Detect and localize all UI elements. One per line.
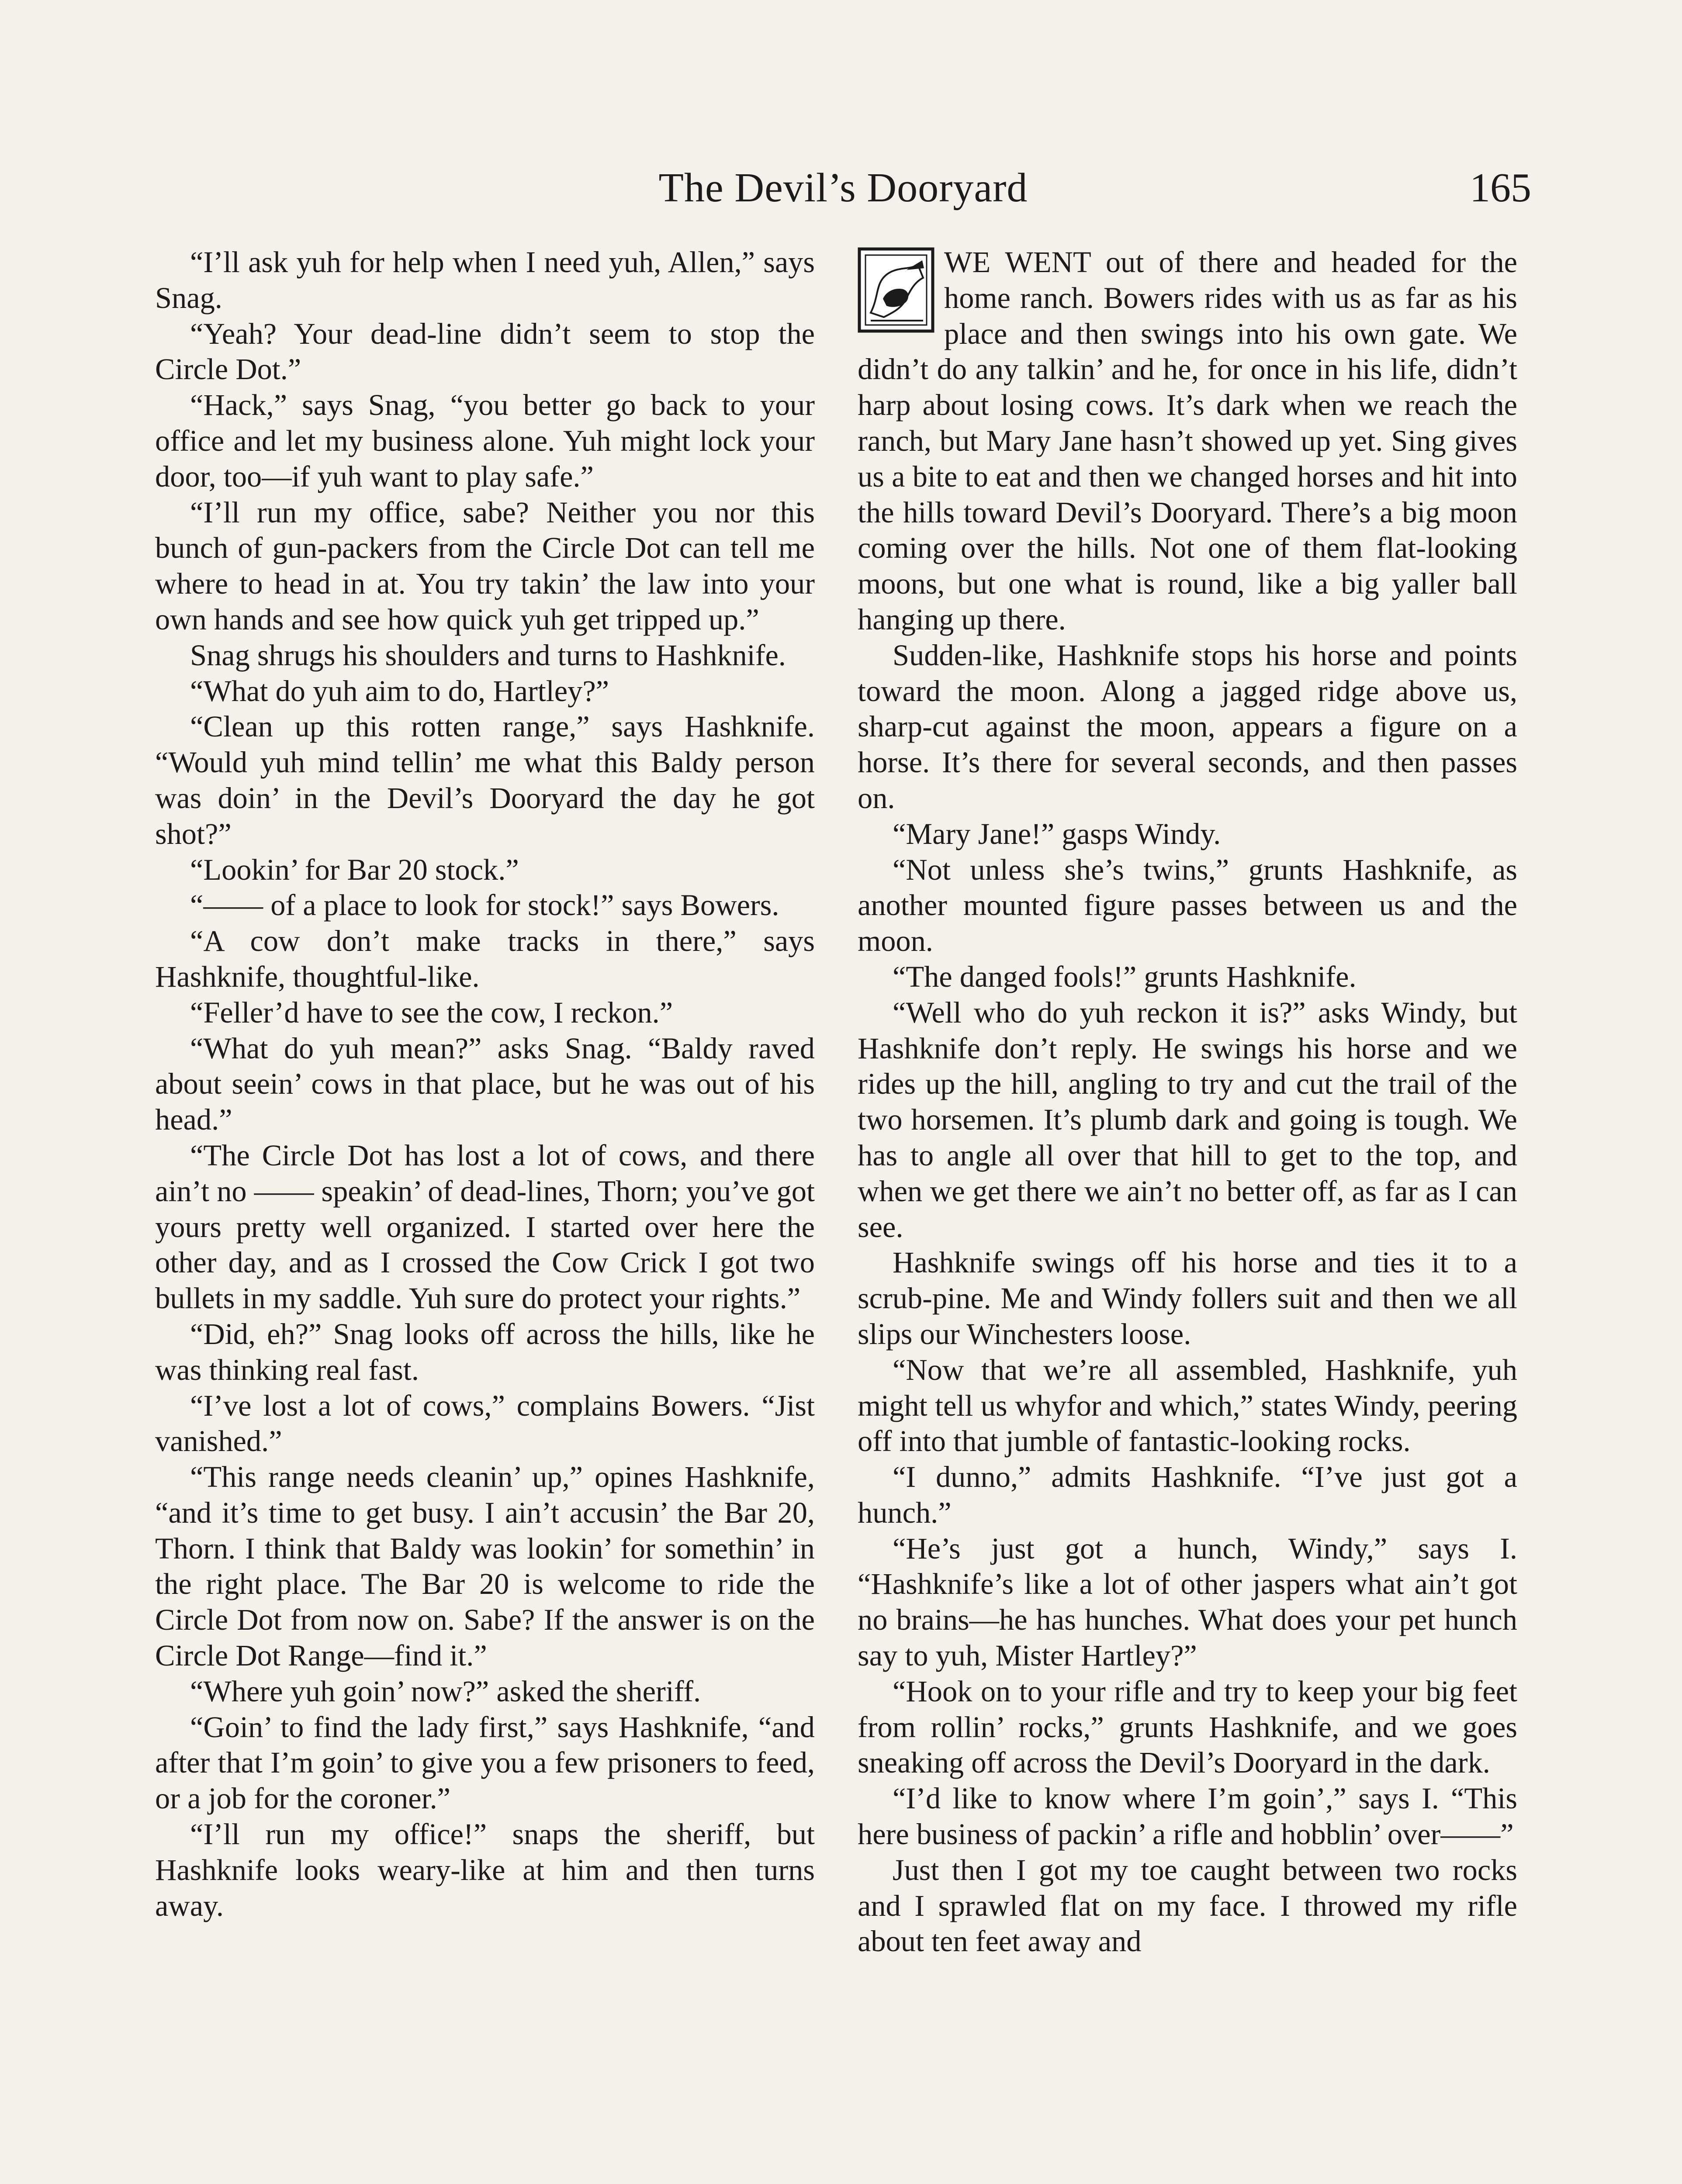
paragraph: “A cow don’t make tracks in there,” says Hashknife, thoughtful-like.: [155, 924, 815, 993]
left-column: [155, 245, 815, 2184]
paragraph: “I’ll ask yuh for help when I need yuh, Allen,” says Snag.: [155, 245, 815, 314]
paragraph: “—— of a place to look for stock!” says Bowers.: [190, 888, 779, 922]
paragraph: “Mary Jane!” gasps Windy.: [893, 817, 1221, 850]
paragraph: “Feller’d have to see the cow, I reckon.”: [190, 995, 673, 1029]
paragraph: “What do yuh mean?” asks Snag. “Baldy raved about seein’ cows in that place, but he was out of his head.”: [155, 1031, 815, 1137]
paragraph: “I’ve lost a lot of cows,” complains Bowers. “Jist vanished.”: [155, 1389, 815, 1458]
paragraph: “I dunno,” admits Hashknife. “I’ve just got a hunch.”: [858, 1460, 1517, 1529]
paragraph: “Yeah? Your dead-line didn’t seem to stop the Circle Dot.”: [155, 317, 815, 386]
paragraph: “The danged fools!” grunts Hashknife.: [893, 960, 1357, 993]
running-head: [155, 157, 1531, 218]
paragraph: “What do yuh aim to do, Hartley?”: [190, 674, 609, 708]
paragraph: “I’d like to know where I’m goin’,” says I. “This here business of packin’ a rifle and hobblin’ over——”: [858, 1782, 1517, 1851]
paragraph: “Hack,” says Snag, “you better go back to your office and let my business alone. Yuh might lock your door, too—if yuh want to play safe.”: [155, 388, 815, 493]
paragraph: “Did, eh?” Snag looks off across the hills, like he was thinking real fast.: [155, 1317, 815, 1386]
running-title: The Devil’s Dooryard: [658, 165, 1028, 211]
paragraph: “Hook on to your rifle and try to keep your big feet from rollin’ rocks,” grunts Hashknife, and we goes sneaking off across the Devil’s Dooryard in the dark.: [858, 1674, 1517, 1780]
paragraph: “He’s just got a hunch, Windy,” says I. “Hashknife’s like a lot of other jaspers what ain’t got no brains—he has hunches. What does your pet hunch say to yuh, Mister Hartley?”: [858, 1531, 1517, 1673]
paragraph: “The Circle Dot has lost a lot of cows, and there ain’t no —— speakin’ of dead-lines, Thorn; you’ve got yours pretty well organized. I started over here the other day, and as I crossed the Cow Crick I got two bullets in my saddle. Yuh sure do protect your rights.”: [155, 1138, 815, 1315]
paragraph: WE WENT out of there and headed for the home ranch. Bowers rides with us as far as his place and then swings into his own gate. We didn’t do any talkin’ and he, for once in his life, didn’t harp about losing cows. It’s dark when we reach the ranch, but Mary Jane hasn’t showed up yet. Sing gives us a bite to eat and then we changed horses and hit into the hills toward Devil’s Dooryard. There’s a big moon coming over the hills. Not one of them flat-looking moons, but one what is round, like a big yaller ball hanging up there.: [858, 245, 1517, 636]
paragraph: “I’ll run my office, sabe? Neither you nor this bunch of gun-packers from the Circle Dot can tell me where to head in at. You try takin’ the law into your own hands and see how quick yuh get tripped up.”: [155, 495, 815, 636]
paragraph: “I’ll run my office!” snaps the sheriff, but Hashknife looks weary-like at him and then turns away.: [155, 1818, 815, 1922]
paragraph: “This range needs cleanin’ up,” opines Hashknife, “and it’s time to get busy. I ain’t accusin’ the Bar 20, Thorn. I think that Baldy was lookin’ for somethin’ in the right place. The Bar 20 is welcome to ride the Circle Dot from now on. Sabe? If the answer is on the Circle Dot Range—find it.”: [155, 1460, 815, 1673]
paragraph: Hashknife swings off his horse and ties it to a scrub-pine. Me and Windy follers suit and then we all slips our Winchesters loose.: [858, 1246, 1517, 1351]
paragraph: “Goin’ to find the lady first,” says Hashknife, “and after that I’m goin’ to give you a few prisoners to feed, or a job for the coroner.”: [155, 1710, 815, 1815]
right-column: [858, 245, 1517, 2184]
decorative-initial-icon: [858, 247, 934, 333]
paragraph: “Well who do yuh reckon it is?” asks Windy, but Hashknife don’t reply. He swings his horse and we rides up the hill, angling to try and cut the trail of the two horsemen. It’s plumb dark and going is tough. We has to angle all over that hill to get to the top, and when we get there we ain’t no better off, as far as I can see.: [858, 995, 1517, 1244]
paragraph: Sudden-like, Hashknife stops his horse and points toward the moon. Along a jagged ridge above us, sharp-cut against the moon, appears a figure on a horse. It’s there for several seconds, and then passes on.: [858, 638, 1517, 815]
paragraph: Just then I got my toe caught between two rocks and I sprawled flat on my face. I throwed my rifle about ten feet away and: [858, 1853, 1517, 1958]
paragraph: “Clean up this rotten range,” says Hashknife. “Would yuh mind tellin’ me what this Baldy person was doin’ in the Devil’s Dooryard the day he got shot?”: [155, 710, 815, 850]
paragraph: “Where yuh goin’ now?” asked the sheriff.: [190, 1674, 701, 1708]
paragraph: “Now that we’re all assembled, Hashknife, yuh might tell us whyfor and which,” states Windy, peering off into that jumble of fantastic-looking rocks.: [858, 1353, 1517, 1458]
paragraph: “Not unless she’s twins,” grunts Hashknife, as another mounted figure passes between us and the moon.: [858, 853, 1517, 958]
page-number: 165: [1470, 165, 1531, 211]
paragraph: Snag shrugs his shoulders and turns to Hashknife.: [190, 638, 786, 672]
paragraph: “Lookin’ for Bar 20 stock.”: [190, 853, 519, 886]
